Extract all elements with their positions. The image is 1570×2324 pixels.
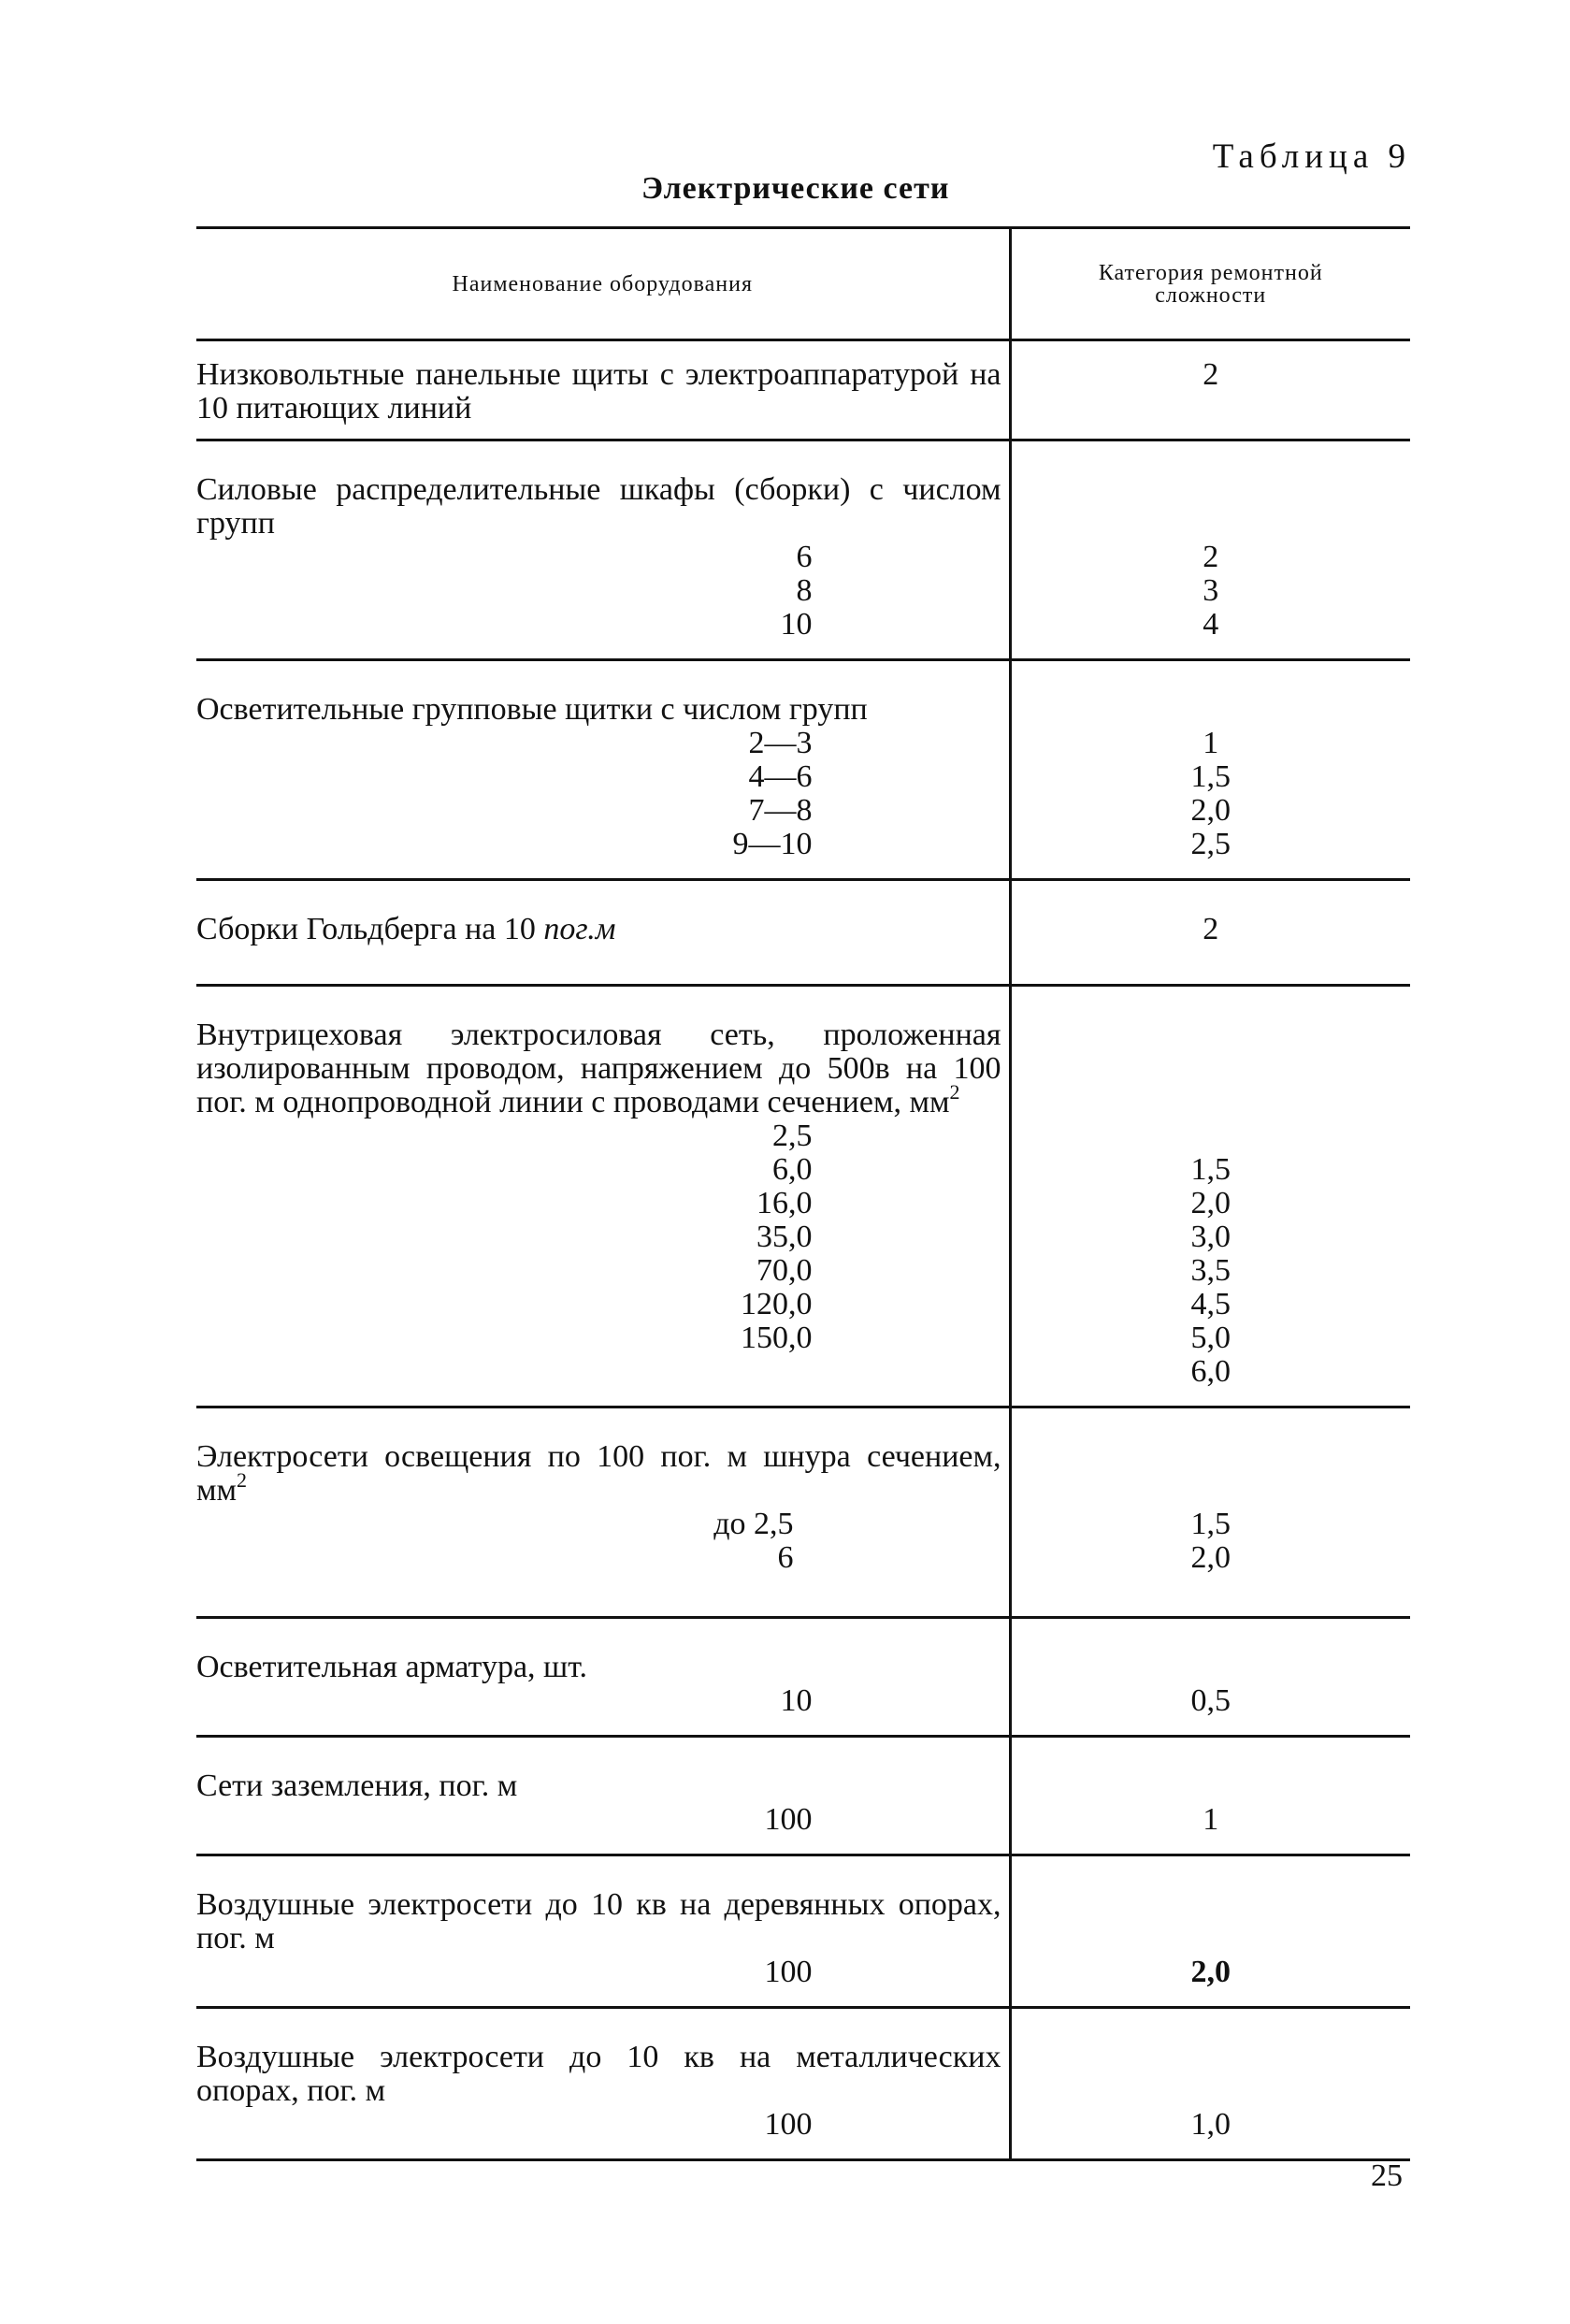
row-value: 1,5 — [1190, 759, 1231, 794]
row-value: 1 — [1203, 726, 1219, 760]
row-subitem: 10 — [780, 607, 813, 642]
row-description: Воздушные электросети до 10 кв на металлических опорах, пог. м — [196, 2040, 1001, 2108]
row-subitem: 6 — [796, 540, 813, 574]
row-desc-cell — [196, 986, 1010, 1407]
row-subitem: 10 — [780, 1683, 813, 1718]
row-value: 2,0 — [1190, 793, 1231, 828]
row-value-cell — [1010, 1737, 1410, 1855]
row-description: Сети заземления, пог. м — [196, 1768, 518, 1803]
row-subitem: 100 — [764, 1802, 813, 1837]
row-subitem: 100 — [764, 2107, 813, 2142]
row-subitem: 150,0 — [741, 1321, 813, 1355]
row-value: 3 — [1203, 573, 1219, 608]
row-value-cell — [1010, 1855, 1410, 2008]
row-value: 1,0 — [1190, 2107, 1231, 2142]
row-subitem: 7—8 — [748, 793, 813, 828]
table-title: Электрические сети — [641, 171, 950, 206]
row-value-cell — [1010, 986, 1410, 1407]
row-value: 4,5 — [1190, 1287, 1231, 1321]
table-row — [196, 1737, 1410, 1855]
row-subitem: 120,0 — [741, 1287, 813, 1321]
unit-label: пог.м — [543, 912, 616, 946]
table-row — [196, 340, 1410, 440]
row-value: 6,0 — [1190, 1354, 1231, 1389]
row-description: Внутрицеховая электросиловая сеть, проложенная изолированным проводом, напряжением до 500в на 100 пог. м однопроводной линии с проводами сечением, $мм^2$ — [196, 1018, 1001, 1119]
row-value: 5,0 — [1190, 1321, 1231, 1355]
table-row — [196, 1618, 1410, 1737]
row-value: 4 — [1203, 607, 1219, 642]
row-desc-cell — [196, 1618, 1010, 1737]
superscript: 2 — [949, 1080, 960, 1104]
table-row — [196, 986, 1410, 1407]
row-desc-cell — [196, 880, 1010, 986]
row-value: 2,0 — [1190, 1186, 1231, 1220]
row-value: 2 — [1203, 357, 1219, 392]
table-row — [196, 2008, 1410, 2160]
row-value-cell — [1010, 660, 1410, 880]
row-description: Сборки Гольдберга на 10 пог.м — [196, 912, 616, 946]
row-value: 1,5 — [1190, 1152, 1231, 1187]
row-value: 3,0 — [1190, 1220, 1231, 1254]
row-value: 3,5 — [1190, 1253, 1231, 1288]
row-value: 2,0 — [1190, 1540, 1231, 1575]
row-value: 0,5 — [1190, 1683, 1231, 1718]
superscript: 2 — [237, 1468, 248, 1492]
row-description: Низковольтные панельные щиты с электроаппаратурой на 10 питающих линий — [196, 357, 1001, 426]
row-subitem: 70,0 — [756, 1253, 813, 1288]
row-description: Осветительная арматура, шт. — [196, 1650, 588, 1684]
equipment-table — [196, 226, 1410, 2161]
row-desc-cell — [196, 1737, 1010, 1855]
page-number: 25 — [1371, 2158, 1403, 2193]
table-row — [196, 1855, 1410, 2008]
row-value: 1 — [1203, 1802, 1219, 1837]
row-value-cell — [1010, 2008, 1410, 2160]
row-subitem: до 2,5 — [713, 1507, 794, 1541]
table-row — [196, 660, 1410, 880]
header-repair-category — [1010, 228, 1410, 340]
row-subitem: 2—3 — [748, 726, 813, 760]
row-value-cell — [1010, 880, 1410, 986]
table-row — [196, 440, 1410, 660]
table-header-row — [196, 228, 1410, 340]
table-caption: Таблица 9 — [1212, 137, 1411, 176]
row-subitem: 8 — [796, 573, 813, 608]
row-subitem: 35,0 — [756, 1220, 813, 1254]
table-row — [196, 1407, 1410, 1618]
table-row — [196, 880, 1410, 986]
row-description: Осветительные групповые щитки с числом групп — [196, 692, 868, 727]
row-subitem: 2,5 — [772, 1119, 813, 1153]
row-description: Силовые распределительные шкафы (сборки) с числом групп — [196, 472, 1001, 541]
row-desc-cell — [196, 440, 1010, 660]
row-description: Электросети освещения по 100 пог. м шнура сечением, $мм^2$ — [196, 1439, 1001, 1508]
row-value: 2,0 — [1190, 1955, 1231, 1989]
row-subitem: 6 — [777, 1540, 794, 1575]
row-value-cell — [1010, 440, 1410, 660]
row-value: 2 — [1203, 912, 1219, 946]
row-value: 2 — [1203, 540, 1219, 574]
row-subitem: 4—6 — [748, 759, 813, 794]
row-subitem: 100 — [764, 1955, 813, 1989]
row-desc-cell — [196, 340, 1010, 440]
row-desc-cell — [196, 1407, 1010, 1618]
row-value: 2,5 — [1190, 827, 1231, 861]
row-value-cell — [1010, 1618, 1410, 1737]
row-description: Воздушные электросети до 10 кв на деревянных опорах, пог. м — [196, 1887, 1001, 1956]
row-desc-cell — [196, 660, 1010, 880]
row-value: 1,5 — [1190, 1507, 1231, 1541]
row-subitem: 9—10 — [732, 827, 813, 861]
header-equipment-name: Наименование оборудования — [196, 228, 1010, 340]
row-desc-cell — [196, 1855, 1010, 2008]
row-subitem: 6,0 — [772, 1152, 813, 1187]
header-repair-category-label: Категория ремонтной сложности — [1098, 260, 1323, 308]
row-value-cell — [1010, 340, 1410, 440]
row-desc-cell — [196, 2008, 1010, 2160]
row-value-cell — [1010, 1407, 1410, 1618]
row-subitem: 16,0 — [756, 1186, 813, 1220]
